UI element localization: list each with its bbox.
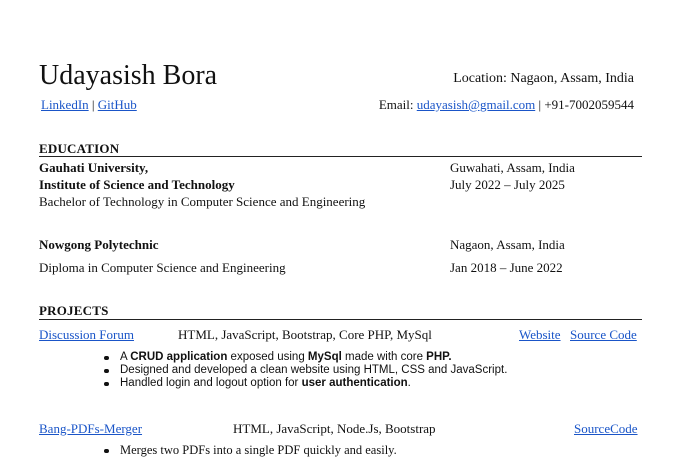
profile-links [41, 97, 137, 113]
location: Location: Nagaon, Assam, India [453, 71, 634, 86]
link-separator: | [91, 97, 95, 112]
project-1-name [39, 327, 134, 343]
edu-2-school: Nowgong Polytechnic [39, 237, 159, 252]
project-1-title-link[interactable]: Discussion Forum [39, 327, 134, 342]
project-2-source-link[interactable] [574, 421, 638, 437]
education-heading: EDUCATION [39, 141, 120, 156]
resume-name: Udayasish Bora [39, 60, 218, 91]
project-1-website-link[interactable] [519, 327, 561, 343]
project-2-bullets [100, 444, 397, 457]
edu-1-place: Guwahati, Assam, India [450, 160, 575, 175]
github-link[interactable]: GitHub [97, 97, 137, 112]
edu-2-degree: Diploma in Computer Science and Engineering [39, 260, 286, 275]
source-code-link-text[interactable]: SourceCode [574, 421, 638, 436]
edu-1-school: Gauhati University, [39, 160, 149, 175]
list-item: Merges two PDFs into a single PDF quickly and easily. [100, 444, 397, 457]
list-item: Handled login and logout option for user authentication. [100, 377, 507, 390]
list-item: Designed and developed a clean website using HTML, CSS and JavaScript. [100, 364, 507, 377]
phone-number: | +91-7002059544 [535, 97, 634, 112]
linkedin-link[interactable]: LinkedIn [41, 97, 89, 112]
project-2-name [39, 421, 142, 437]
email-link[interactable]: udayasish@gmail.com [416, 97, 536, 112]
projects-heading: PROJECTS [39, 303, 109, 318]
contact-line [379, 97, 634, 113]
website-link-text[interactable]: Website [519, 327, 561, 342]
project-2-tech: HTML, JavaScript, Node.Js, Bootstrap [233, 421, 436, 436]
edu-2-place: Nagaon, Assam, India [450, 237, 565, 252]
list-item: A CRUD application exposed using MySql made with core PHP. [100, 351, 507, 364]
email-label: Email: [378, 97, 417, 112]
edu-1-institute: Institute of Science and Technology [39, 177, 235, 192]
education-divider [39, 156, 642, 157]
edu-2-dates: Jan 2018 – June 2022 [450, 260, 563, 275]
edu-1-dates: July 2022 – July 2025 [450, 177, 565, 192]
project-1-bullets [100, 351, 507, 390]
project-1-tech: HTML, JavaScript, Bootstrap, Core PHP, MySql [178, 327, 432, 342]
source-code-link-text[interactable]: Source Code [570, 327, 637, 342]
projects-divider [39, 319, 642, 320]
project-2-title-link[interactable]: Bang-PDFs-Merger [39, 421, 143, 436]
edu-1-degree: Bachelor of Technology in Computer Science and Engineering [39, 194, 366, 209]
project-1-source-link[interactable] [570, 327, 637, 343]
